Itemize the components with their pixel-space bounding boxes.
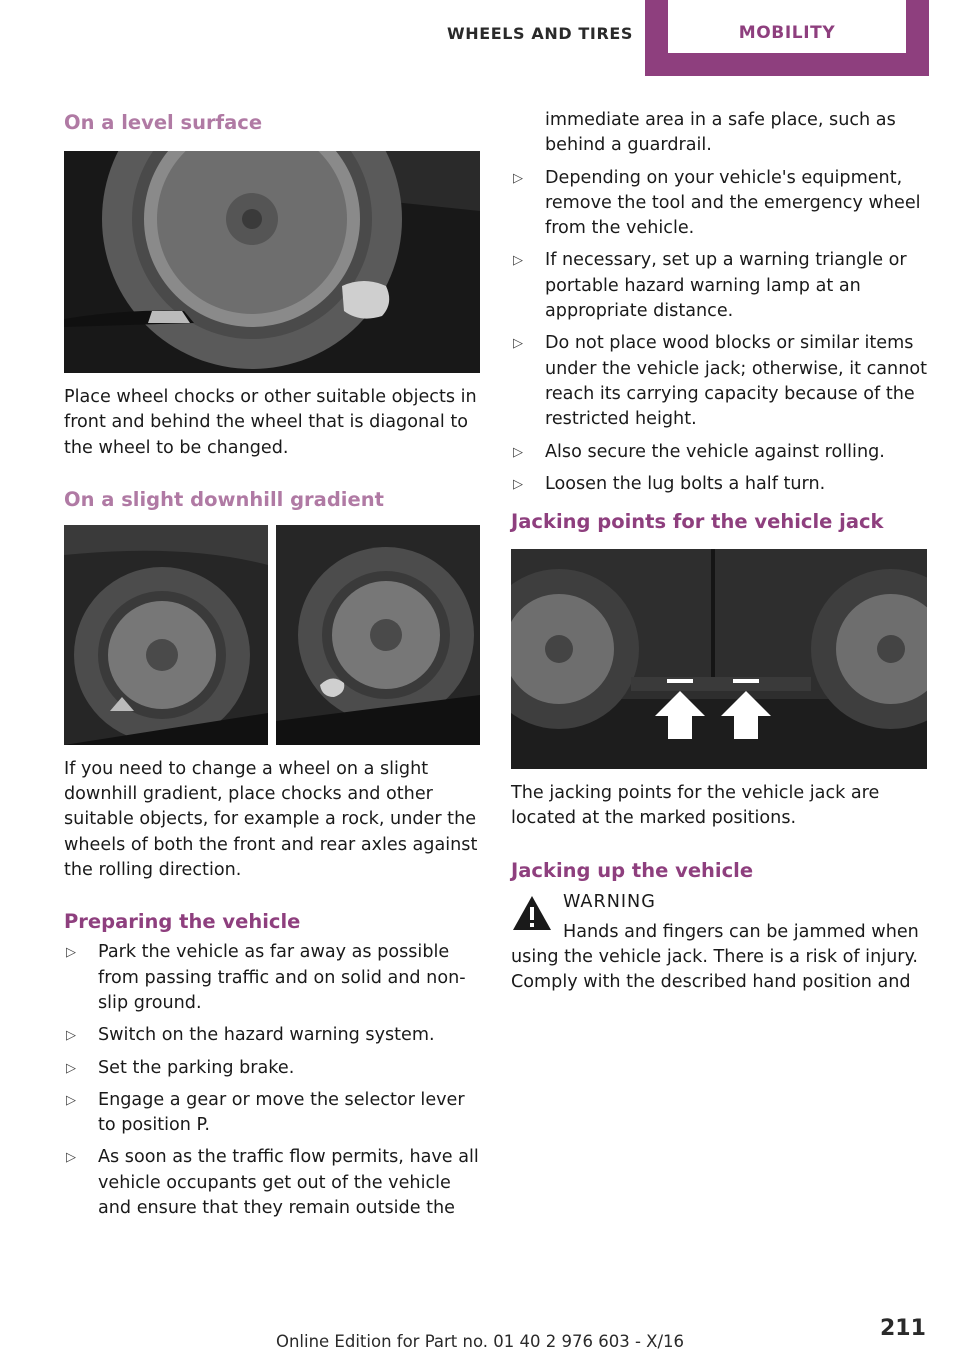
- triangle-right-icon: ▷: [66, 1028, 76, 1044]
- figure-downhill-left: [64, 525, 268, 745]
- heading-level-surface: On a level surface: [64, 111, 263, 134]
- text-continuation: immediate area in a safe place, such as behind a guardrail.: [545, 110, 896, 156]
- heading-downhill: On a slight downhill gradient: [64, 487, 384, 511]
- triangle-right-icon: ▷: [513, 476, 523, 492]
- triangle-right-icon: ▷: [66, 1092, 76, 1108]
- warning-title: WARNING: [563, 891, 656, 912]
- warning-box: [511, 888, 929, 996]
- text-level-surface: Place wheel chocks or other suitable objects in front and behind the wheel that is diagonal to the wheel to be changed.: [64, 387, 477, 458]
- left-column: [64, 108, 482, 1228]
- prep-bullet-list: [64, 940, 482, 1221]
- text-downhill: If you need to change a wheel on a slight downhill gradient, place chocks and other suitable objects, for example a rock, under the wheels of both the front and rear axles against the rolling direction.: [64, 758, 478, 881]
- prep-bullet-list-continued: [511, 166, 929, 498]
- list-item: ▷ Depending on your vehicle's equipment, remove the tool and the emergency wheel from the vehicle.: [513, 167, 921, 239]
- triangle-right-icon: ▷: [66, 1060, 76, 1076]
- figure-downhill: [64, 525, 480, 745]
- footer-edition: Online Edition for Part no. 01 40 2 976 603 - X/16: [275, 1332, 685, 1351]
- figure-downhill-right: [276, 525, 480, 745]
- section-title: WHEELS AND TIRES: [446, 24, 634, 43]
- chapter-title: MOBILITY: [668, 0, 906, 53]
- triangle-right-icon: ▷: [66, 1150, 76, 1166]
- list-item: ▷ Engage a gear or move the selector lever to position P.: [66, 1089, 465, 1136]
- warning-text-first-line: Hands and fingers can be jammed when: [563, 921, 919, 942]
- text-jacking-points: The jacking points for the vehicle jack are located at the marked positions.: [511, 783, 880, 829]
- triangle-right-icon: ▷: [513, 336, 523, 352]
- warning-text: using the vehicle jack. There is a risk of injury. Comply with the described hand position and: [511, 947, 918, 993]
- list-item: ▷ If necessary, set up a warning triangle or portable hazard warning lamp at an appropriate distance.: [513, 250, 907, 322]
- heading-jacking-points: Jacking points for the vehicle jack: [511, 510, 884, 534]
- list-item: ▷ Do not place wood blocks or similar items under the vehicle jack; otherwise, it cannot reach its carrying capacity because of the restricted height.: [513, 333, 928, 430]
- list-item: ▷ Also secure the vehicle against rolling.: [511, 440, 929, 465]
- triangle-right-icon: ▷: [513, 444, 523, 460]
- triangle-right-icon: ▷: [513, 170, 523, 186]
- heading-preparing: Preparing the vehicle: [64, 910, 301, 934]
- list-item: ▷ As soon as the traffic flow permits, have all vehicle occupants get out of the vehicle and ensure that they remain outside the: [66, 1147, 479, 1219]
- figure-jacking-points: [511, 549, 927, 769]
- triangle-right-icon: ▷: [513, 253, 523, 269]
- list-item: ▷ Loosen the lug bolts a half turn.: [511, 472, 929, 497]
- warning-triangle-icon: [511, 894, 553, 932]
- page-number: 211: [880, 1316, 926, 1341]
- list-item: ▷ Set the parking brake.: [64, 1056, 482, 1081]
- list-item: ▷ Switch on the hazard warning system.: [64, 1023, 482, 1048]
- heading-jacking-up: Jacking up the vehicle: [511, 858, 754, 882]
- triangle-right-icon: ▷: [66, 945, 76, 961]
- list-item: ▷ Park the vehicle as far away as possible from passing traffic and on solid and non-slip ground.: [66, 942, 466, 1013]
- right-column: [511, 108, 929, 996]
- figure-level-surface: [64, 151, 480, 373]
